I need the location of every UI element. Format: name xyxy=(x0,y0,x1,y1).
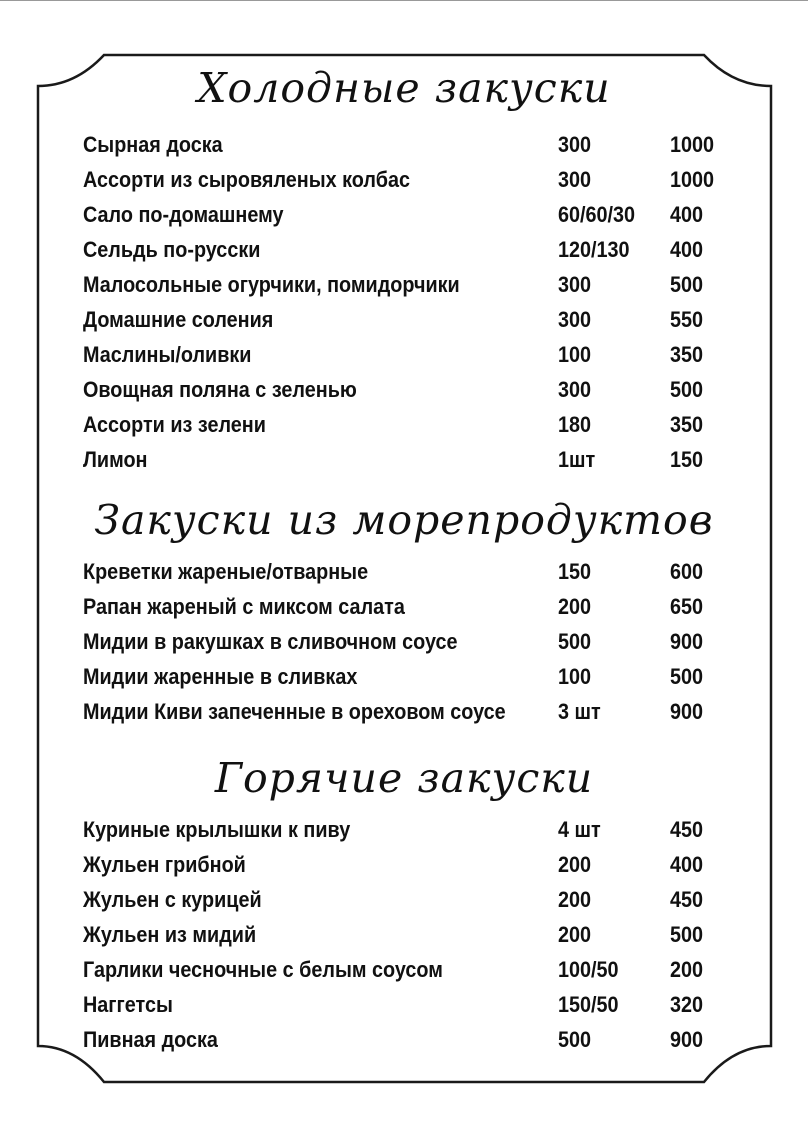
menu-item xyxy=(0,917,808,952)
item-price: 200 xyxy=(670,957,704,982)
menu-item xyxy=(0,442,808,477)
menu-item xyxy=(0,694,808,729)
item-price: 400 xyxy=(670,852,704,877)
item-name: Гарлики чесночные с белым соусом xyxy=(83,957,443,982)
item-portion: 150 xyxy=(558,559,592,584)
item-price: 500 xyxy=(670,922,704,947)
menu-item xyxy=(0,847,808,882)
item-name: Мидии Киви запеченные в ореховом соусе xyxy=(83,699,506,724)
menu-item xyxy=(0,267,808,302)
item-price: 150 xyxy=(670,447,704,472)
section-title-hot-appetizers: Горячие закуски xyxy=(214,754,594,802)
item-name: Сельдь по-русски xyxy=(83,237,261,262)
menu-item xyxy=(0,589,808,624)
menu-item xyxy=(0,302,808,337)
item-portion: 200 xyxy=(558,922,592,947)
menu-item xyxy=(0,372,808,407)
menu-item xyxy=(0,337,808,372)
item-price: 900 xyxy=(670,629,704,654)
item-price: 1000 xyxy=(670,132,715,157)
item-price: 450 xyxy=(670,887,704,912)
item-name: Пивная доска xyxy=(83,1027,218,1052)
item-portion: 300 xyxy=(558,377,592,402)
item-portion: 120/130 xyxy=(558,237,630,262)
menu-item xyxy=(0,232,808,267)
section-title-cold-appetizers: Холодные закуски xyxy=(197,64,611,112)
menu-item xyxy=(0,882,808,917)
item-portion: 100 xyxy=(558,664,592,689)
item-name: Сырная доска xyxy=(83,132,223,157)
item-price: 500 xyxy=(670,377,704,402)
item-portion: 500 xyxy=(558,629,592,654)
item-price: 650 xyxy=(670,594,704,619)
item-portion: 300 xyxy=(558,272,592,297)
item-price: 450 xyxy=(670,817,704,842)
item-price: 320 xyxy=(670,992,704,1017)
item-price: 350 xyxy=(670,412,704,437)
menu-item xyxy=(0,987,808,1022)
item-name: Домашние соления xyxy=(83,307,274,332)
item-name: Куриные крылышки к пиву xyxy=(83,817,351,842)
item-name: Рапан жареный с миксом салата xyxy=(83,594,405,619)
item-portion: 180 xyxy=(558,412,592,437)
item-name: Креветки жареные/отварные xyxy=(83,559,369,584)
item-portion: 300 xyxy=(558,167,592,192)
item-price: 600 xyxy=(670,559,704,584)
item-price: 400 xyxy=(670,202,704,227)
menu-item xyxy=(0,197,808,232)
item-name: Мидии в ракушках в сливочном соусе xyxy=(83,629,458,654)
menu-item xyxy=(0,812,808,847)
item-portion: 4 шт xyxy=(558,817,601,842)
item-portion: 150/50 xyxy=(558,992,619,1017)
item-name: Ассорти из зелени xyxy=(83,412,266,437)
item-price: 1000 xyxy=(670,167,715,192)
item-portion: 200 xyxy=(558,887,592,912)
item-portion: 100/50 xyxy=(558,957,619,982)
menu-item xyxy=(0,554,808,589)
menu-item xyxy=(0,659,808,694)
item-portion: 300 xyxy=(558,307,592,332)
menu-item xyxy=(0,952,808,987)
item-name: Лимон xyxy=(83,447,148,472)
item-name: Жульен грибной xyxy=(83,852,246,877)
item-portion: 200 xyxy=(558,594,592,619)
item-price: 900 xyxy=(670,1027,704,1052)
item-portion: 60/60/30 xyxy=(558,202,636,227)
item-name: Наггетсы xyxy=(83,992,173,1017)
item-portion: 100 xyxy=(558,342,592,367)
item-name: Овощная поляна с зеленью xyxy=(83,377,357,402)
item-portion: 500 xyxy=(558,1027,592,1052)
item-portion: 200 xyxy=(558,852,592,877)
item-name: Мидии жаренные в сливках xyxy=(83,664,358,689)
menu-item xyxy=(0,127,808,162)
menu-item xyxy=(0,1022,808,1057)
menu-item xyxy=(0,624,808,659)
item-name: Жульен с курицей xyxy=(83,887,262,912)
item-name: Маслины/оливки xyxy=(83,342,252,367)
item-name: Жульен из мидий xyxy=(83,922,257,947)
section-title-seafood-appetizers: Закуски из морепродуктов xyxy=(94,496,714,544)
item-portion: 1шт xyxy=(558,447,596,472)
item-price: 500 xyxy=(670,272,704,297)
item-price: 350 xyxy=(670,342,704,367)
item-portion: 3 шт xyxy=(558,699,601,724)
menu-item xyxy=(0,162,808,197)
item-price: 550 xyxy=(670,307,704,332)
item-name: Ассорти из сыровяленых колбас xyxy=(83,167,410,192)
menu-item xyxy=(0,407,808,442)
item-price: 900 xyxy=(670,699,704,724)
item-name: Малосольные огурчики, помидорчики xyxy=(83,272,460,297)
item-price: 400 xyxy=(670,237,704,262)
item-portion: 300 xyxy=(558,132,592,157)
item-price: 500 xyxy=(670,664,704,689)
item-name: Сало по-домашнему xyxy=(83,202,284,227)
